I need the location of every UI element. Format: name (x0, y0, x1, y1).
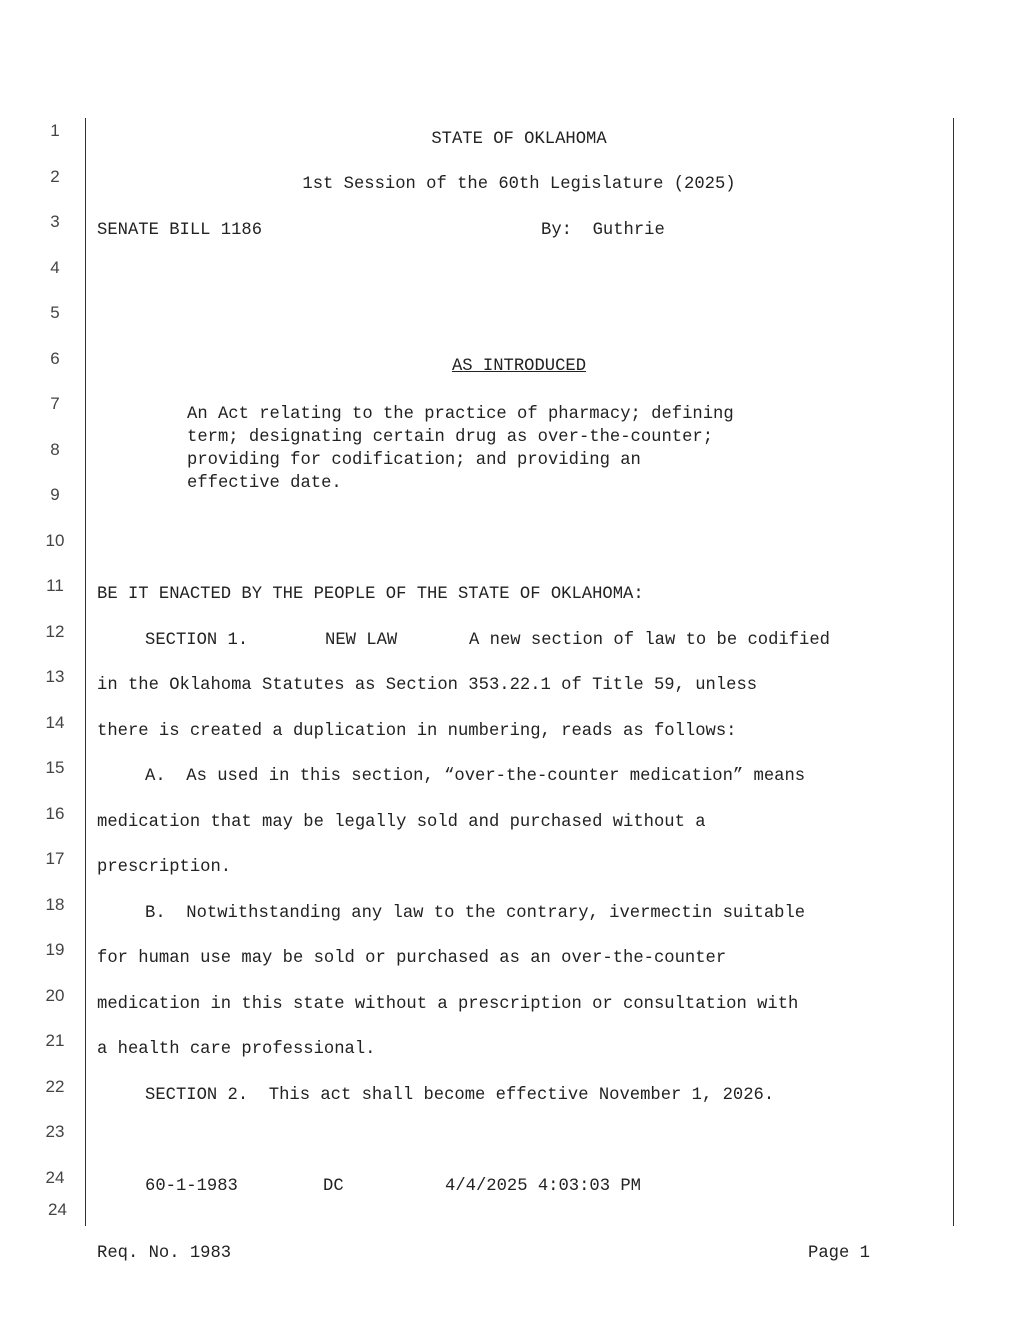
line-number: 24 (45, 1168, 65, 1187)
line-number: 10 (45, 531, 65, 550)
bill-number: SENATE BILL 1186 (97, 221, 263, 240)
bill-status-text: AS INTRODUCED (451, 357, 587, 376)
line-number: 20 (45, 986, 65, 1005)
drafter-initials: DC (323, 1177, 344, 1196)
line-number: 17 (45, 849, 65, 868)
line-number: 22 (45, 1077, 65, 1096)
act-summary-line: providing for codification; and providing an (187, 451, 641, 470)
body-line: prescription. (97, 858, 232, 877)
bill-status (85, 357, 953, 377)
line-number: 6 (50, 349, 60, 368)
act-summary-line: term; designating certain drug as over-the-counter; (187, 428, 714, 447)
line-number: 1 (50, 121, 60, 140)
session-heading: 1st Session of the 60th Legislature (2025) (302, 175, 736, 194)
act-summary (187, 403, 847, 495)
footer-request-number: Req. No. 1983 (97, 1244, 232, 1263)
state-heading: STATE OF OKLAHOMA (431, 130, 607, 149)
line-number: 5 (50, 303, 60, 322)
line-number: 4 (50, 258, 60, 277)
line-number: 21 (45, 1031, 65, 1050)
act-summary-line: effective date. (187, 474, 342, 493)
section-1-heading: SECTION 1. (145, 631, 249, 650)
section-2: SECTION 2. This act shall become effective November 1, 2026. (145, 1086, 775, 1105)
section-1-new-law: NEW LAW (325, 631, 398, 650)
line-number: 7 (50, 394, 60, 413)
line-number: 14 (45, 713, 65, 732)
body-line: for human use may be sold or purchased as an over-the-counter (97, 949, 727, 968)
body-line: there is created a duplication in numbering, reads as follows: (97, 722, 737, 741)
subsection-a: A. As used in this section, “over-the-counter medication” means (145, 767, 806, 786)
bill-author: By: Guthrie (541, 221, 665, 240)
act-summary-line: An Act relating to the practice of pharmacy; defining (187, 405, 734, 424)
body-line: medication in this state without a prescription or consultation with (97, 995, 799, 1014)
enacting-clause: BE IT ENACTED BY THE PEOPLE OF THE STATE OF OKLAHOMA: (97, 585, 644, 604)
right-margin-rule (953, 118, 954, 1226)
line-number: 8 (50, 440, 60, 459)
line-number: 16 (45, 804, 65, 823)
line-number: 2 (50, 167, 60, 186)
body-line: a health care professional. (97, 1040, 376, 1059)
line-number: 3 (50, 212, 60, 231)
line-number: 9 (50, 485, 60, 504)
line-number: 15 (45, 758, 65, 777)
body-line: medication that may be legally sold and purchased without a (97, 813, 706, 832)
request-datetime: 4/4/2025 4:03:03 PM (445, 1177, 641, 1196)
left-margin-rule (85, 118, 86, 1226)
line-number: 11 (46, 576, 64, 595)
line-number: 19 (45, 940, 65, 959)
line-number: 18 (45, 895, 65, 914)
line-number: 12 (45, 622, 65, 641)
request-code: 60-1-1983 (145, 1177, 238, 1196)
line-number: 13 (45, 667, 65, 686)
subsection-b: B. Notwithstanding any law to the contrary, ivermectin suitable (145, 904, 806, 923)
section-1-text: A new section of law to be codified (469, 631, 830, 650)
footer-page-number: Page 1 (808, 1244, 870, 1263)
body-line: in the Oklahoma Statutes as Section 353.22.1 of Title 59, unless (97, 676, 758, 695)
clipped-line-number-glyph: 24 (48, 1200, 67, 1219)
line-number: 23 (45, 1122, 65, 1141)
